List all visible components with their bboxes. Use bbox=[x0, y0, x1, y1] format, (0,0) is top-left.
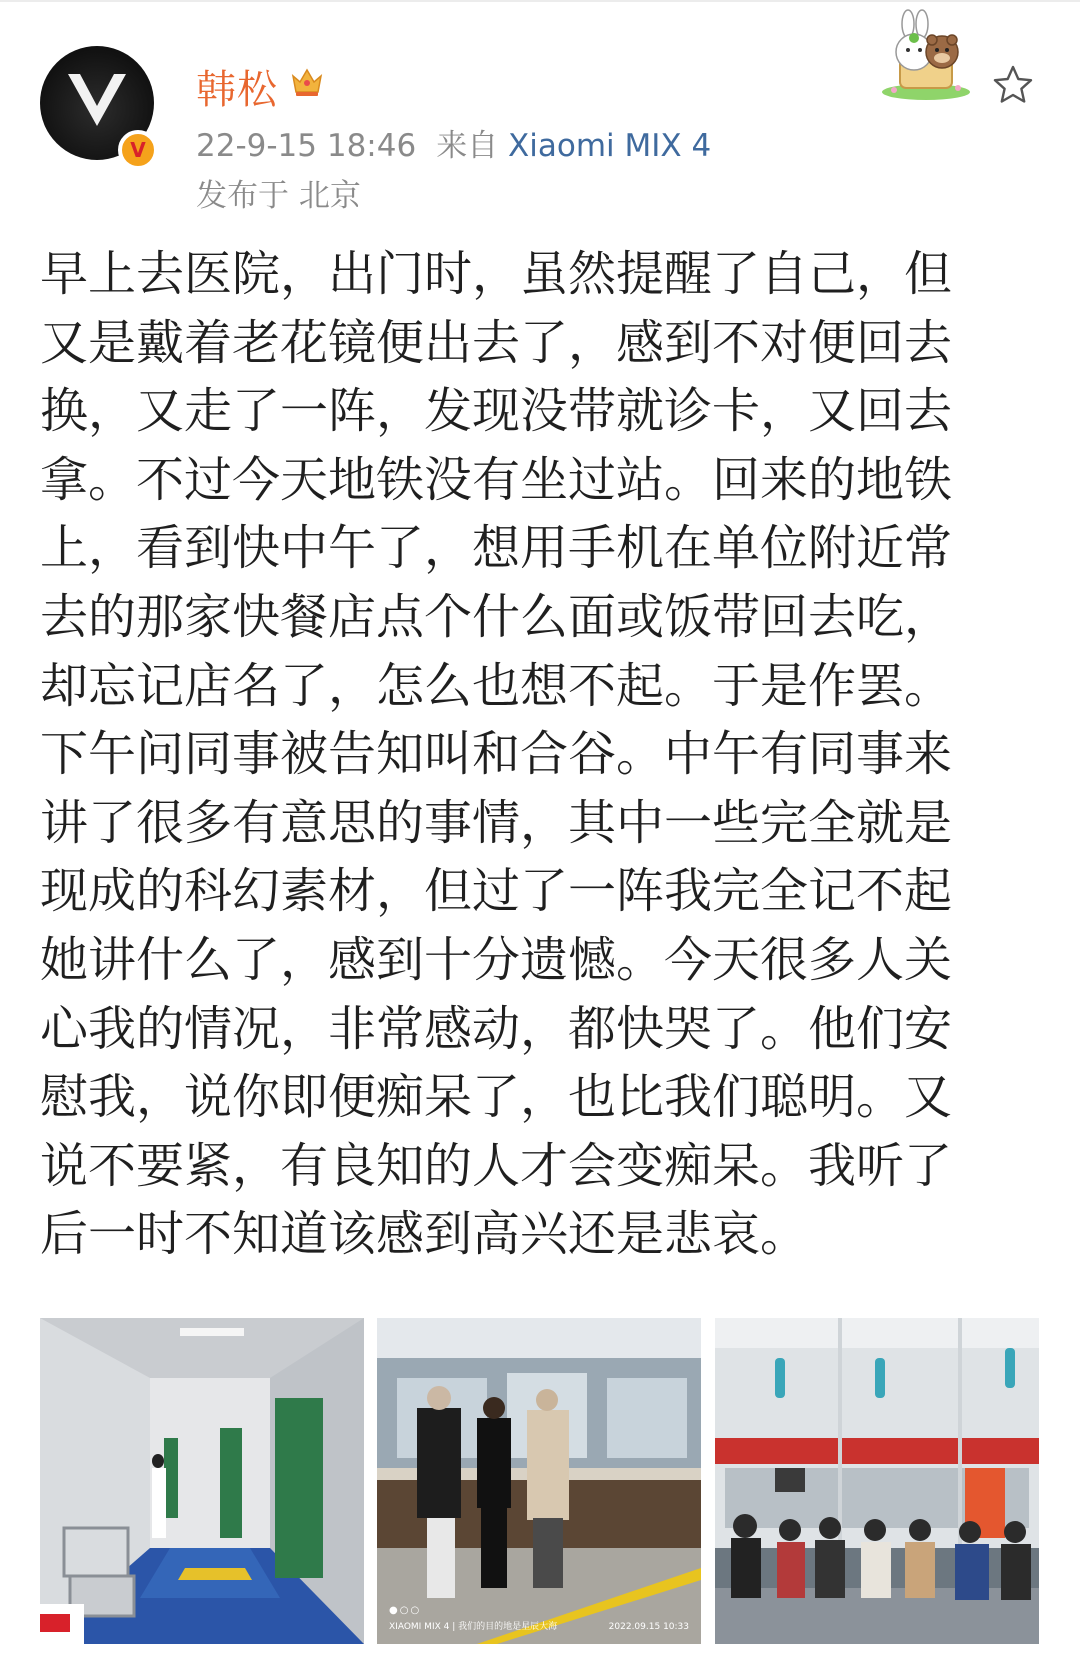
photo-watermark: XIAOMI MIX 4 | 我们的目的地是星辰大海 bbox=[389, 1622, 558, 1632]
hospital-corridor-image bbox=[40, 1318, 364, 1644]
source-prefix: 来自 bbox=[436, 128, 499, 164]
photo-page-dots: ●○○ bbox=[389, 1605, 422, 1616]
verified-badge bbox=[118, 130, 158, 170]
post-text-line: 又是戴着老花镜便出去了，感到不对便回去 bbox=[40, 314, 953, 371]
post-text-line: 讲了很多有意思的事情，其中一些完全就是 bbox=[40, 794, 953, 851]
post-timestamp: 22-9-15 18:46 bbox=[196, 128, 417, 164]
post-text-line: 说不要紧，有良知的人才会变痴呆。我听了 bbox=[40, 1137, 953, 1194]
post-text bbox=[40, 240, 1040, 1269]
crown-badge-icon bbox=[290, 66, 324, 98]
post-text-line: 她讲什么了，感到十分遗憾。今天很多人关 bbox=[40, 931, 953, 988]
post-text-line: 上，看到快中午了，想用手机在单位附近常 bbox=[40, 520, 953, 577]
verified-mark: V bbox=[130, 138, 146, 162]
avatar-logo-icon bbox=[64, 64, 130, 144]
post-text-line: 拿。不过今天地铁没有坐过站。回来的地铁 bbox=[40, 451, 953, 508]
post-meta bbox=[196, 120, 711, 165]
post-location: 发布于 北京 bbox=[196, 178, 361, 214]
post-text-line: 换，又走了一阵，发现没带就诊卡，又回去 bbox=[40, 383, 953, 440]
card-sticker-icon bbox=[876, 8, 976, 102]
post-text-line: 后一时不知道该感到高兴还是悲哀。 bbox=[40, 1206, 809, 1263]
author-name[interactable]: 韩松 bbox=[196, 67, 278, 113]
post-text-line: 心我的情况，非常感动，都快哭了。他们安 bbox=[40, 1000, 953, 1057]
post-text-line: 下午问同事被告知叫和合谷。中午有同事来 bbox=[40, 726, 953, 783]
post-text-line: 却忘记店名了，怎么也想不起。于是作罢。 bbox=[40, 657, 953, 714]
hospital-counter-image bbox=[377, 1318, 701, 1644]
top-divider bbox=[0, 0, 1080, 2]
post-text-line: 慰我，说你即便痴呆了，也比我们聪明。又 bbox=[40, 1069, 953, 1126]
subway-car-image bbox=[715, 1318, 1039, 1644]
device-link[interactable]: Xiaomi MIX 4 bbox=[508, 128, 712, 164]
post-text-line: 早上去医院，出门时，虽然提醒了自己，但 bbox=[40, 246, 953, 302]
favorite-star-icon[interactable] bbox=[992, 64, 1034, 106]
post-photo-hospital-corridor[interactable] bbox=[40, 1318, 364, 1644]
post-photo-subway-car[interactable] bbox=[715, 1318, 1039, 1644]
post-text-line: 去的那家快餐店点个什么面或饭带回去吃， bbox=[40, 588, 953, 645]
post-photo-hospital-counter[interactable] bbox=[377, 1318, 701, 1644]
post-text-line: 现成的科幻素材，但过了一阵我完全记不起 bbox=[40, 863, 953, 920]
photo-timestamp: 2022.09.15 10:33 bbox=[608, 1622, 689, 1632]
